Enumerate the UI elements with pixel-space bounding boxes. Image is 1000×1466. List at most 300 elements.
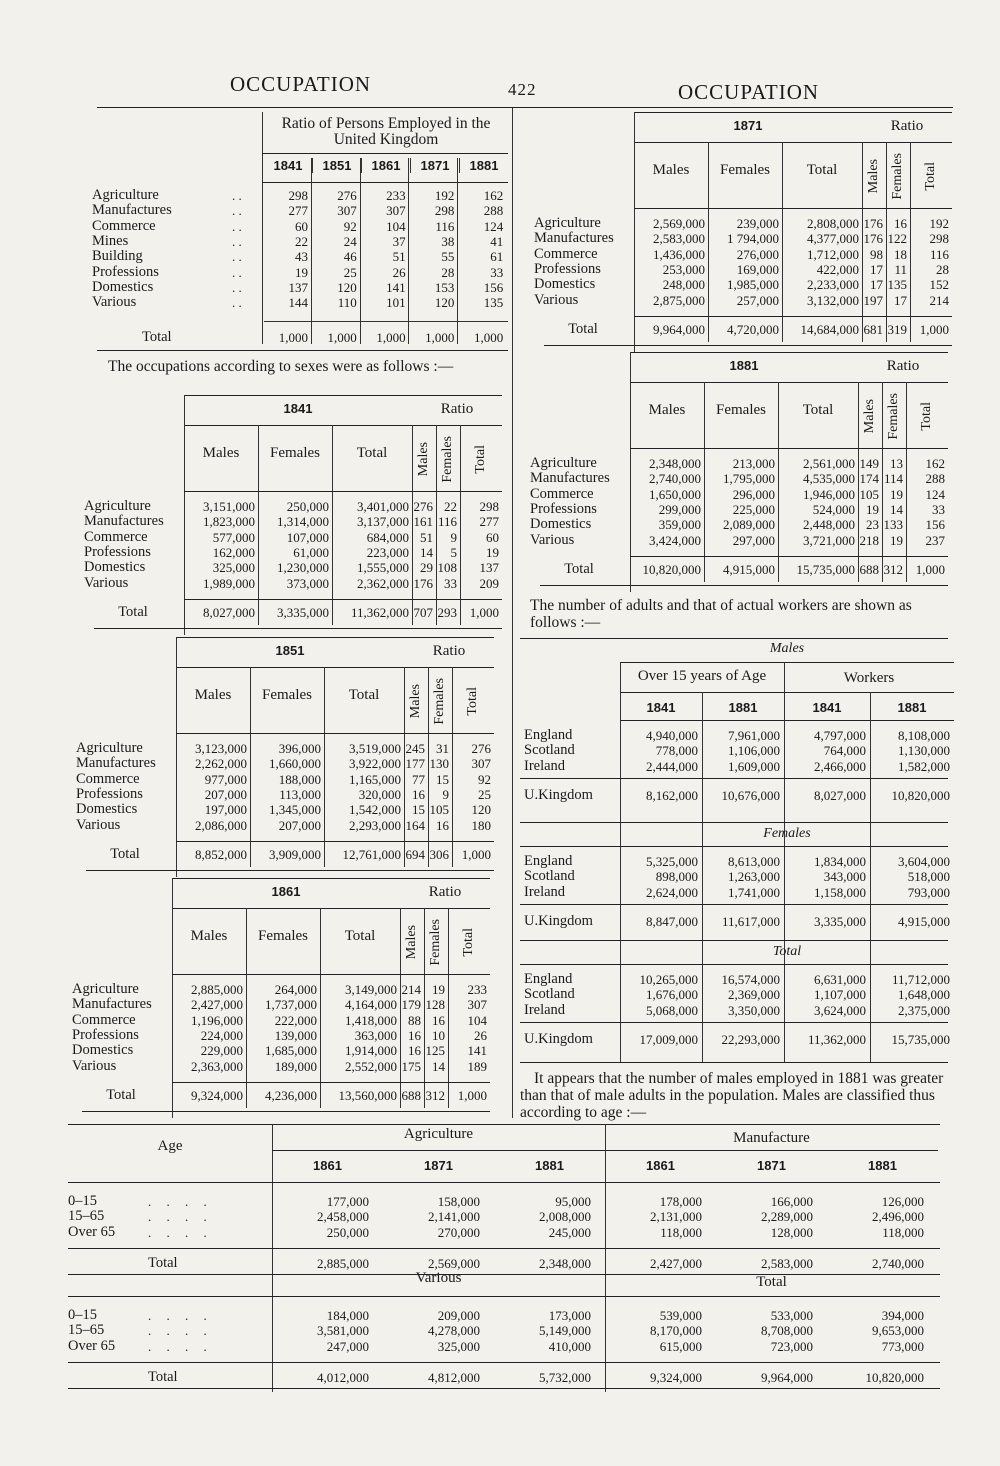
cell-f: 264,000	[274, 982, 317, 997]
para-adults: The number of adults and that of actual workers are shown as follows :—	[530, 597, 912, 631]
cell-t: 3,519,000	[349, 741, 401, 756]
leader-dots: . . . .	[148, 1224, 213, 1240]
cell-rm: 176	[863, 231, 883, 247]
group-right: Total	[756, 1274, 787, 1290]
cell: 28	[441, 264, 455, 280]
cell-f: 113,000	[279, 786, 321, 802]
cell-t: 1,165,000	[349, 771, 401, 787]
cell: 15,735,000	[891, 1032, 950, 1047]
cell-rf: 306	[429, 847, 449, 862]
cell-f: 296,000	[732, 486, 775, 502]
col-total: Total	[356, 445, 388, 461]
cell: 10,820,000	[891, 788, 950, 803]
ratio-col-females: Females	[432, 677, 447, 725]
cell-rf: 125	[425, 1043, 445, 1059]
cell-rm: 175	[401, 1058, 421, 1074]
row-label: Professions	[72, 1026, 139, 1043]
row-label: Ireland	[524, 883, 566, 900]
row-label: Agriculture	[530, 455, 597, 471]
cell-m: 977,000	[204, 771, 247, 787]
cell-t: 2,561,000	[803, 456, 855, 471]
cell-rm: 707	[413, 605, 433, 620]
cell-rt: 307	[471, 756, 491, 772]
cell-rm: 688	[401, 1088, 421, 1103]
cell-rm: 14	[420, 544, 433, 560]
cell-rm: 276	[413, 499, 433, 514]
row-label: Domestics	[534, 276, 596, 293]
cell: 158,000	[437, 1194, 480, 1209]
cell-rm: 16	[412, 786, 425, 802]
cell-f: 1 794,000	[727, 231, 779, 247]
cell-rt: 189	[467, 1058, 487, 1074]
cell-m: 1,650,000	[649, 486, 701, 502]
cell: 1,609,000	[728, 758, 780, 774]
cell: 2,466,000	[814, 758, 866, 774]
cell-t: 11,362,000	[350, 605, 409, 620]
cell-m: 3,123,000	[195, 741, 247, 756]
row-label: Professions	[76, 785, 143, 802]
total-label: Total	[106, 1087, 136, 1103]
age-heading: Age	[157, 1138, 183, 1154]
cell: 2,569,000	[428, 1256, 480, 1271]
cell: 22	[295, 233, 308, 249]
ratio-col-males: Males	[404, 924, 419, 960]
cell: 8,708,000	[761, 1323, 813, 1339]
cell-f: 1,660,000	[269, 756, 321, 772]
cell-rf: 133	[883, 517, 903, 533]
cell-t: 4,164,000	[345, 997, 397, 1013]
cell: 410,000	[548, 1338, 591, 1354]
col-males: Males	[652, 162, 690, 178]
row-label: Various	[72, 1057, 117, 1074]
cell-f: 139,000	[274, 1027, 317, 1043]
cell-f: 396,000	[278, 741, 321, 756]
cell: 1,000	[425, 330, 455, 345]
cell: 773,000	[881, 1338, 924, 1354]
cell-rt: 214	[929, 292, 949, 308]
cell: 11,617,000	[721, 914, 780, 929]
cell-t: 2,362,000	[357, 575, 409, 591]
cell: 120	[434, 295, 455, 311]
cell-rf: 19	[890, 486, 903, 502]
adult-year-3: 1881	[897, 700, 927, 715]
cell: 2,289,000	[761, 1209, 813, 1225]
cell-rm: 164	[405, 817, 425, 833]
year-1861: 1861	[361, 158, 410, 173]
cell: 128,000	[770, 1224, 813, 1240]
ratio-col-total: Total	[461, 927, 476, 957]
leader-dots: . .	[232, 188, 242, 203]
cell-rt: 298	[929, 231, 949, 247]
age-year: 1881	[535, 1158, 564, 1173]
age-label: Over 65	[68, 1223, 116, 1240]
cell-f: 3,335,000	[277, 605, 329, 620]
cell-rf: 16	[432, 1012, 445, 1028]
cell-rm: 16	[408, 1027, 421, 1043]
age-year: 1881	[868, 1158, 897, 1173]
cell: 233	[386, 188, 406, 203]
row-label: Manufactures	[72, 996, 152, 1013]
cell-t: 684,000	[366, 529, 409, 545]
cell: 898,000	[655, 869, 698, 885]
col-males: Males	[648, 402, 686, 418]
cell-rf: 319	[887, 322, 907, 337]
age-label: 15–65	[68, 1208, 105, 1225]
leader-dots: . . . .	[148, 1323, 213, 1339]
cell: 1,676,000	[646, 987, 698, 1003]
leader-dots: . . . .	[148, 1338, 213, 1354]
cell-m: 2,348,000	[649, 456, 701, 471]
cell-f: 1,985,000	[727, 277, 779, 293]
row-label: Agriculture	[76, 740, 143, 756]
cell-rm: 29	[420, 560, 433, 576]
cell: 104	[386, 218, 406, 234]
cell-m: 2,875,000	[653, 292, 705, 308]
cell-m: 2,262,000	[195, 756, 247, 772]
ratio-table-caption: Ratio of Persons Employed in the United Kingdom	[281, 115, 491, 148]
cell-m: 253,000	[662, 261, 705, 277]
cell-t: 3,721,000	[803, 532, 855, 548]
cell: 173,000	[548, 1308, 591, 1323]
cell-m: 9,324,000	[191, 1088, 243, 1103]
cell-t: 15,735,000	[796, 562, 855, 577]
row-label: Manufactures	[530, 470, 610, 487]
cell-t: 2,293,000	[349, 817, 401, 833]
cell-rt: 162	[925, 456, 945, 471]
cell-rt: 92	[478, 771, 491, 787]
cell-f: 222,000	[274, 1012, 317, 1028]
cell-rf: 33	[444, 575, 457, 591]
col-females: Females	[720, 162, 770, 178]
year-heading: 1871	[733, 118, 763, 133]
cell-rt: 277	[479, 514, 499, 530]
cell: 209,000	[437, 1308, 480, 1323]
cell-rt: 1,000	[461, 847, 491, 862]
total-label: Total	[118, 604, 148, 620]
cell: 3,624,000	[814, 1002, 866, 1018]
cell-f: 169,000	[736, 261, 779, 277]
cell-rt: 180	[471, 817, 491, 833]
cell-f: 213,000	[732, 456, 775, 471]
cell: 2,458,000	[317, 1209, 369, 1225]
year-heading: 1861	[271, 884, 301, 899]
cell-t: 2,233,000	[807, 277, 859, 293]
group-right: Manufacture	[733, 1130, 810, 1146]
cell-rm: 161	[413, 514, 433, 530]
cell-t: 2,552,000	[345, 1058, 397, 1074]
cell-m: 10,820,000	[642, 562, 701, 577]
cell: 325,000	[437, 1338, 480, 1354]
ratio-heading: Ratio	[890, 118, 924, 134]
cell-rf: 116	[437, 514, 457, 530]
cell-rf: 114	[883, 471, 903, 487]
cell: 276	[337, 188, 357, 203]
ratio-col-females: Females	[440, 435, 455, 483]
row-label: Various	[534, 291, 579, 308]
row-label: Commerce	[76, 770, 140, 787]
leader-dots: . .	[232, 264, 242, 280]
cell-rf: 19	[432, 982, 445, 997]
cell-rf: 9	[442, 786, 449, 802]
table-1861	[72, 878, 498, 1118]
cell-f: 1,685,000	[265, 1043, 317, 1059]
cell-rm: 88	[408, 1012, 421, 1028]
cell-rf: 10	[432, 1027, 445, 1043]
cell-m: 3,424,000	[649, 532, 701, 548]
cell-rf: 5	[450, 544, 457, 560]
row-label: Commerce	[84, 528, 148, 545]
cell-f: 1,314,000	[277, 514, 329, 530]
row-label: Various	[84, 574, 129, 591]
cell: 2,624,000	[646, 884, 698, 900]
age-label: 0–15	[68, 1193, 97, 1209]
age-year: 1871	[757, 1158, 786, 1173]
cell-rt: 237	[925, 532, 945, 548]
row-label: Agriculture	[534, 215, 601, 231]
cell: 4,797,000	[814, 728, 866, 743]
cell: 95,000	[555, 1194, 591, 1209]
cell-f: 188,000	[278, 771, 321, 787]
cell: 162	[483, 188, 504, 203]
cell: 615,000	[659, 1338, 702, 1354]
section-title: Females	[763, 826, 811, 841]
cell-rm: 98	[870, 246, 883, 262]
cell-m: 2,583,000	[653, 231, 705, 247]
cell-t: 3,132,000	[807, 292, 859, 308]
cell-m: 224,000	[200, 1027, 243, 1043]
leader-dots: . .	[232, 295, 242, 311]
cell-m: 2,569,000	[653, 216, 705, 231]
cell-rt: 124	[925, 486, 945, 502]
year-1841: 1841	[273, 158, 303, 173]
cell: 11,712,000	[891, 972, 950, 987]
cell: 2,008,000	[539, 1209, 591, 1225]
total-label: Total	[564, 561, 594, 577]
cell: 4,812,000	[428, 1370, 480, 1385]
cell-rf: 13	[890, 456, 903, 471]
workers-heading: Workers	[843, 670, 895, 686]
cell-rm: 23	[866, 517, 879, 533]
cell: 1,263,000	[728, 869, 780, 885]
cell-f: 250,000	[286, 499, 329, 514]
cell-t: 3,137,000	[357, 514, 409, 530]
cell: 22,293,000	[721, 1032, 780, 1047]
over15-heading: Over 15 years of Age	[637, 668, 767, 684]
cell: 1,158,000	[814, 884, 866, 900]
row-label: England	[524, 971, 573, 987]
cell-rm: 681	[863, 322, 883, 337]
table-1841	[84, 395, 510, 635]
row-label: Scotland	[524, 986, 575, 1003]
cell-f: 1,230,000	[277, 560, 329, 576]
total-label: Total	[148, 1255, 178, 1271]
cell-m: 1,989,000	[203, 575, 255, 591]
cell: 3,350,000	[728, 1002, 780, 1018]
row-label: Ireland	[524, 757, 566, 774]
col-females: Females	[270, 445, 320, 461]
col-males: Males	[190, 928, 228, 944]
age-year: 1861	[646, 1158, 675, 1173]
cell: 135	[483, 295, 504, 311]
cell: 2,369,000	[728, 987, 780, 1003]
cell-t: 422,000	[816, 261, 859, 277]
cell-f: 207,000	[278, 817, 321, 833]
cell: 118,000	[660, 1224, 702, 1240]
cell-rt: 60	[486, 529, 499, 545]
ratio-col-females: Females	[886, 392, 901, 440]
cell: 25	[343, 264, 357, 280]
cell: 26	[392, 264, 406, 280]
cell: 288	[483, 203, 504, 219]
row-label: Various	[92, 294, 137, 311]
cell-f: 257,000	[736, 292, 779, 308]
year-1871: 1871	[410, 158, 459, 173]
cell-rf: 22	[444, 499, 457, 514]
cell: 8,162,000	[646, 788, 698, 803]
cell-t: 2,808,000	[807, 216, 859, 231]
row-label: U.Kingdom	[524, 1031, 593, 1047]
cell-f: 3,909,000	[269, 847, 321, 862]
cell: 51	[392, 249, 406, 265]
year-heading: 1881	[729, 358, 759, 373]
row-label: Various	[76, 816, 121, 833]
ratio-heading: Ratio	[432, 643, 466, 659]
year-1851: 1851	[312, 158, 361, 173]
cell-rm: 105	[859, 486, 879, 502]
ratio-heading: Ratio	[428, 884, 462, 900]
cell-rt: 276	[471, 741, 491, 756]
cell: 92	[343, 218, 357, 234]
cell: 2,885,000	[317, 1256, 369, 1271]
cell: 19	[295, 264, 308, 280]
cell-f: 276,000	[736, 246, 779, 262]
year-1881: 1881	[459, 158, 508, 173]
cell-rt: 152	[929, 277, 949, 293]
cell-f: 4,236,000	[265, 1088, 317, 1103]
cell-rf: 135	[887, 277, 907, 293]
cell-m: 2,363,000	[191, 1058, 243, 1074]
cell: 184,000	[326, 1308, 369, 1323]
row-label: Domestics	[530, 516, 592, 533]
cell-rt: 298	[479, 499, 499, 514]
cell: 247,000	[326, 1338, 369, 1354]
cell-rf: 16	[894, 216, 907, 231]
cell-t: 3,922,000	[349, 756, 401, 772]
row-label: Domestics	[92, 278, 154, 295]
cell-rm: 197	[863, 292, 883, 308]
col-males: Males	[194, 687, 232, 703]
cell: 778,000	[655, 743, 698, 759]
row-label: Ireland	[524, 1001, 566, 1018]
cell-m: 325,000	[212, 560, 255, 576]
cell-rf: 19	[890, 532, 903, 548]
cell: 2,496,000	[872, 1209, 924, 1225]
col-males: Males	[202, 445, 240, 461]
cell: 17,009,000	[639, 1032, 698, 1047]
cell-rm: 149	[859, 456, 879, 471]
cell-rt: 307	[467, 997, 487, 1013]
row-label: Domestics	[84, 559, 146, 576]
cell: 1,834,000	[814, 854, 866, 869]
header-right: OCCUPATION	[678, 80, 820, 104]
cell-m: 359,000	[658, 517, 701, 533]
cell-m: 2,885,000	[191, 982, 243, 997]
row-label: Agriculture	[72, 981, 139, 997]
row-label: Domestics	[76, 801, 138, 818]
cell-rf: 31	[436, 741, 449, 756]
cell: 5,732,000	[539, 1370, 591, 1385]
cell: 24	[343, 233, 357, 249]
ratio-heading: Ratio	[440, 401, 474, 417]
cell-m: 1,436,000	[653, 246, 705, 262]
ratio-col-total: Total	[465, 686, 480, 716]
cell: 2,740,000	[872, 1256, 924, 1271]
table-1881	[530, 352, 952, 592]
males-title: Males	[769, 641, 805, 656]
cell-rt: 1,000	[915, 562, 945, 577]
cell: 101	[386, 295, 406, 311]
cell: 178,000	[659, 1194, 702, 1209]
cell: 60	[295, 218, 308, 234]
cell-m: 9,964,000	[653, 322, 705, 337]
column-divider	[512, 108, 513, 1118]
cell: 3,581,000	[317, 1323, 369, 1339]
col-females: Females	[258, 928, 308, 944]
cell: 764,000	[823, 743, 866, 759]
col-total: Total	[344, 928, 376, 944]
cell-rm: 176	[413, 575, 433, 591]
cell: 55	[441, 249, 455, 265]
para-sexes: The occupations according to sexes were as follows :—	[108, 358, 454, 375]
total-label: Total	[110, 846, 140, 862]
cell-rt: 33	[932, 501, 945, 517]
cell: 2,427,000	[650, 1256, 702, 1271]
cell-rf: 18	[894, 246, 907, 262]
row-label: Professions	[530, 500, 597, 517]
cell: 141	[386, 279, 406, 295]
cell-t: 3,149,000	[345, 982, 397, 997]
col-total: Total	[802, 402, 834, 418]
age-label: 0–15	[68, 1307, 97, 1323]
cell-m: 3,151,000	[203, 499, 255, 514]
cell-f: 1,345,000	[269, 802, 321, 818]
cell: 4,940,000	[646, 728, 698, 743]
leader-dots: . . . .	[148, 1209, 213, 1225]
cell: 270,000	[437, 1224, 480, 1240]
cell-rf: 14	[890, 501, 903, 517]
cell-rt: 1,000	[919, 322, 949, 337]
cell-f: 61,000	[293, 544, 329, 560]
cell-rf: 122	[887, 231, 907, 247]
year-heading: 1841	[283, 401, 313, 416]
cell: 298	[434, 203, 455, 219]
cell: 126,000	[881, 1194, 924, 1209]
leader-dots: . .	[232, 203, 242, 219]
ratio-col-males: Males	[866, 158, 881, 194]
row-label: Professions	[92, 263, 159, 280]
cell-rt: 120	[471, 802, 491, 818]
cell-m: 8,852,000	[195, 847, 247, 862]
cell: 144	[288, 295, 308, 311]
cell: 43	[295, 249, 308, 265]
cell-m: 299,000	[658, 501, 701, 517]
cell-t: 1,712,000	[807, 246, 859, 262]
cell: 343,000	[823, 869, 866, 885]
cell: 16,574,000	[721, 972, 780, 987]
ratio-col-total: Total	[473, 444, 488, 474]
cell-rm: 174	[859, 471, 879, 487]
cell-f: 1,737,000	[265, 997, 317, 1013]
